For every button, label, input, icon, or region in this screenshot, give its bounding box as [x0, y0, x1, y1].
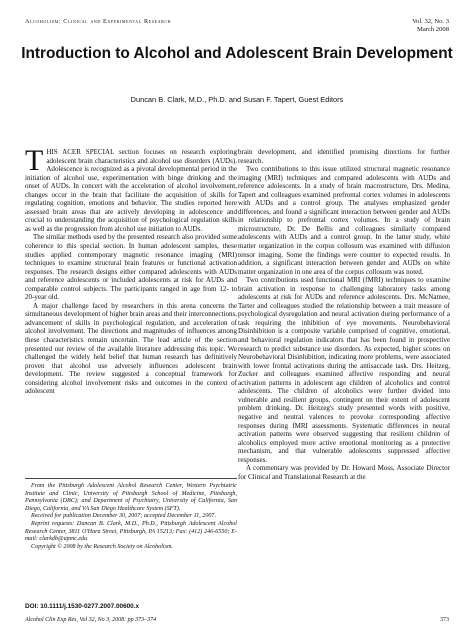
paragraph-text: HIS ACER SPECIAL section focuses on research exploring adolescent brain characteristics and alcohol use disorders (AUDs). Adolescence is recognized as a pivotal developmental period in the initiation of alcohol use, experimentation with binge drinking and the onset of AUDs. In concert with the acceleration of alcohol involvement, changes occur in the brain that facilitate the acquisition of skills for regulating cognition, emotions and behavior. The studies reported here assessed brain areas that are actively developing in adolescence and crucial to understanding the acquisition of psychological regulation skills as well as the progression from alcohol use initiation to AUDs.	[25, 148, 237, 233]
reprint-note: Reprint requests: Duncan B. Clark, M.D., Ph.D., Pittsburgh Adolescent Alcohol Research Center, 3811 O'Hara Street, Pittsburgh, PA 15213; Fax: (412) 246-6550; E-mail: clarkdb@upmc.edu	[25, 520, 237, 543]
doi-label: DOI: 10.1111/j.1530-0277.2007.00600.x	[25, 603, 140, 610]
page-number: 373	[440, 617, 449, 623]
footnote-divider	[25, 478, 237, 479]
paragraph: The similar methods used by the presented research also provided some coherence to this special section. In human adolescent samples, these studies applied contemporary magnetic resonance imaging (MRI) techniques to examine structural brain features or functional activation responses. The research designs either compared adolescents with AUDs and reference adolescents or included adolescents at risk for AUDs and comparable control subjects. The participants ranged in age from 12- to 20-year old.	[25, 233, 237, 302]
paragraph	[25, 144, 237, 233]
right-column	[238, 148, 450, 481]
paragraph: Two contributions to this issue utilized structural magnetic resonance imaging (MRI) techniques and compared adolescents with AUDs and reference adolescents. In a study of brain macrostructure, Drs. Medina, Tapert and colleagues examined prefrontal cortex volumes in adolescents with AUDs and a control group. The analyses emphasized gender differences, and found a significant interaction between gender and AUDs in relationship to prefrontal cortex volumes. In a study of brain microstructure, Dr. De Bellis and colleagues similarly compared adolescents with AUDs and a control group. In the latter study, white matter organization in the corpus collosum was examined with diffusion tensor imaging. Some the findings were counter to expected results. In addition, a significant interaction between gender and AUDs on white matter organization in one area of the corpus collosum was noted.	[238, 165, 450, 276]
author-line: Duncan B. Clark, M.D., Ph.D. and Susan F. Tapert, Guest Editors	[130, 95, 344, 104]
citation-footer: Alcohol Clin Exp Res, Vol 32, No 3, 2008: pp 373–374	[25, 617, 157, 623]
journal-header: Alcoholism: Clinical and Experimental Research	[25, 18, 172, 25]
drop-cap: T	[25, 144, 44, 177]
paragraph: Two contributions used functional MRI (fMRI) techniques to examine brain activation in response to challenging laboratory tasks among adolescents at risk for AUDs and reference adolescents. Drs. McNamee, Tarter and colleagues studied the relationship between a trait measure of psychological dysregulation and neural activation during performance of a task requiring the inhibition of eye movements. Neurobehavioral Disinhibition is a composite variable comprised of cognitive, emotional, and behavioral regulation indicators that has been found in prospective research to predict substance use disorders. As expected, higher scores on Neurobehavioral Disinhibition, indicating more problems, were associated with lower frontal activations during the antisaccade task. Drs. Heitzeg, Zucker and colleagues examined affective responding and neural activation patterns in adolescent age children of alcoholics and control adolescents. The children of alcoholics were further divided into vulnerable and resilient groups, contingent on their extent of adolescent problem drinking. Dr. Heitzeg's study presented words with positive, negative and neutral valences to provoke corresponding affective responses during fMRI assessments. Systematic differences in neural activation patterns were observed suggesting that resilient children of alcoholics employed more active emotional monitoring as a protective mechanism, and that vulnerable adolescents suppressed affective responses.	[238, 276, 450, 464]
volume-label: Vol. 32, No. 3	[412, 18, 449, 25]
footnotes	[25, 483, 237, 551]
paragraph: A commentary was provided by Dr. Howard Moss, Associate Director for Clinical and Translational Research at the	[238, 464, 450, 481]
issue-header	[412, 18, 449, 34]
date-label: March 2008	[416, 26, 449, 33]
copyright-note: Copyright © 2008 by the Research Society on Alcoholism.	[31, 543, 173, 550]
left-column	[25, 144, 237, 396]
received-note: Received for publication December 30, 2007; accepted December 11, 2007.	[31, 513, 217, 520]
paragraph: A major challenge faced by researchers in this arena concerns the simultaneous development of higher brain areas and their interconnections, advancement of skills in psychological regulation, and acceleration of alcohol involvement. The directions and magnitudes of influences among these characteristics remain uncertain. The lead article of the section presented our review of the available literature addressing this topic. We challenged the widely held belief that human research has definitively proven that alcohol use adversely influences adolescent brain development. The review suggested a conceptual framework for considering alcohol involvement risks and outcomes in the context of adolescent	[25, 301, 237, 396]
affiliation-note: From the Pittsburgh Adolescent Alcohol Research Center, Western Psychiatric Institute and Clinic, University of Pittsburgh School of Medicine, Pittsburgh, Pennsylvania (DBC); and Department of Psychiatry, University of California, San Diego, California, and VA San Diego Healthcare System (SFT).	[25, 483, 237, 512]
article-title: Introduction to Alcohol and Adolescent Brain Development	[21, 45, 453, 62]
paragraph: brain development, and identified promising directions for further research.	[238, 148, 450, 165]
